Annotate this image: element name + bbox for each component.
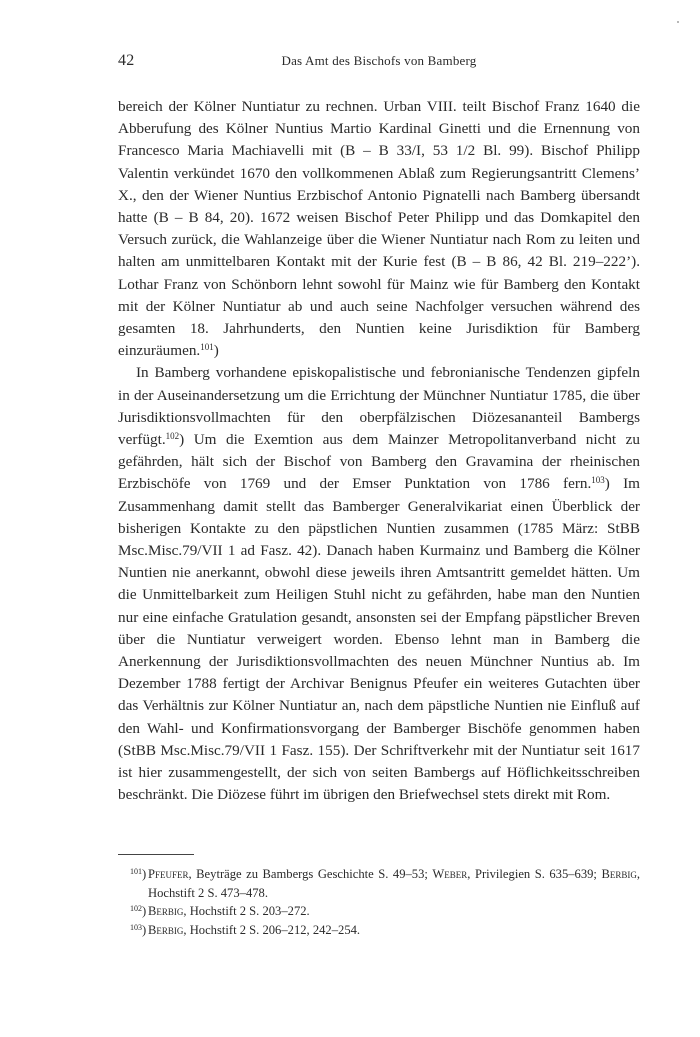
footnote-number-value: 103 [130, 922, 142, 932]
footnote [118, 902, 640, 921]
author-name: Weber [432, 867, 468, 881]
scan-margin-mark [677, 21, 679, 23]
text-run: ) [213, 342, 219, 360]
footnote-number: $^{102}$) [130, 904, 147, 919]
footnote [118, 865, 640, 902]
footnote-reference: 102 [165, 431, 180, 442]
page-number: 42 [118, 52, 135, 69]
footnote-reference: 101 [200, 342, 214, 353]
author-name: Berbig [148, 904, 184, 919]
paragraph [118, 362, 640, 806]
text-run: , Hochstift 2 S. 473–478. [148, 867, 640, 900]
text-run: ) Im Zusammenhang damit stellt das Bamberger Generalvikariat einen Überblick der bisherigen Kontakte zu den päpstlichen Nuntien zusammen (1785 März: StBB Msc.Misc.79/VII 1 ad Fasz. 42). Danach haben Kurmainz und Bamberg die Kölner Nuntien nie anerkannt, obwohl diese jeweils ihren Amtsantritt gemeldet hätten. Um die Unmittelbarkeit zum Heiligen Stuhl nicht zu gefährden, habe man den Nuntien nur eine einfache Gratulation gesandt, ansonsten sei der Empfang päpstlicher Breven über die Nuntiatur verweigert worden. Ebenso lehnt man in Bamberg die Anerkennung der Jurisdiktionsvollmachten des neuen Münchner Nuntius ab. Im Dezember 1788 fertigt der Archivar Benignus Pfeufer ein weiteres Gutachten über das Verhältnis zur Kölner Nuntiatur an, nach dem päpstliche Nuntien nie Einfluß auf den Wahl- und Konfirmationsvorgang der Bamberger Bischöfe genommen haben (StBB Msc.Misc.79/VII 1 Fasz. 155). Der Schriftverkehr mit der Nuntiatur seit 1617 ist hier zusammengestellt, der sich von seiten Bambergs auf Höflichkeitsschreiben beschränkt. Die Diözese führt im übrigen den Briefwechsel stets direkt mit Rom. [118, 475, 640, 804]
text-run: , Privilegien S. 635–639; [467, 867, 602, 881]
footnote [118, 921, 640, 940]
author-name: Berbig [601, 867, 637, 881]
author-name: Pfeufer [148, 867, 189, 881]
footnote-divider [118, 854, 194, 855]
footnote-reference: 103 [591, 475, 605, 486]
footnote-number: $^{103}$) [130, 922, 147, 937]
footnotes [118, 865, 640, 939]
author-name: Berbig [148, 922, 184, 937]
footnote-number-value: 101 [130, 867, 142, 876]
paragraph [118, 96, 640, 362]
text-run: , Beyträge zu Bambergs Geschichte S. 49–53; [188, 867, 433, 881]
footnote-number-value: 102 [130, 904, 142, 914]
text-run: In Bamberg vorhandene episkopalistische und febronianische Tendenzen gipfeln in der Auseinandersetzung um die Errichtung der Münchner Nuntiatur 1785, die über Jurisdiktionsvollmachten für den oberpfälzischen Diözesananteil Bambergs verfügt. [118, 364, 640, 449]
footnote-number: $^{101}$) [130, 867, 147, 881]
running-title: Das Amt des Bischofs von Bamberg [281, 53, 477, 68]
text-run: bereich der Kölner Nuntiatur zu rechnen. Urban VIII. teilt Bischof Franz 1640 die Abberufung des Kölner Nuntius Martio Kardinal Ginetti und die Ernennung von Francesco Maria Machiavelli mit (B – B 33/I, 53 1/2 Bl. 99). Bischof Philipp Valentin verkündet 1670 den vollkommenen Ablaß zum Regierungsantritt Clemens’ X., den der Wiener Nuntius Erzbischof Antonio Pignatelli nach Bamberg übersandt hatte (B – B 84, 20). 1672 weisen Bischof Peter Philipp und das Domkapitel den Versuch zurück, die Wahlanzeige über die Wiener Nuntiatur nach Rom zu leiten und halten am unmittelbaren Kontakt mit der Kurie fest (B – B 86, 42 Bl. 219–222’). Lothar Franz von Schönborn lehnt sowohl für Mainz wie für Bamberg den Kontakt mit der Kölner Nuntiatur ab und auch seine Nachfolger versuchen während des gesamten 18. Jahrhunderts, den Nuntien keine Jurisdiktion für Bamberg einzuräumen. [118, 98, 640, 360]
text-run: ) Um die Exemtion aus dem Mainzer Metropolitanverband nicht zu gefährden, hält sich der Bischof von Bamberg den Gravamina der rheinischen Erzbischöfe von 1769 und der Emser Punktation von 1786 fern. [118, 431, 640, 493]
text-run: , Hochstift 2 S. 206–212, 242–254. [183, 922, 361, 937]
text-run: , Hochstift 2 S. 203–272. [183, 904, 310, 919]
page-header [118, 52, 640, 72]
body-text [118, 96, 640, 807]
